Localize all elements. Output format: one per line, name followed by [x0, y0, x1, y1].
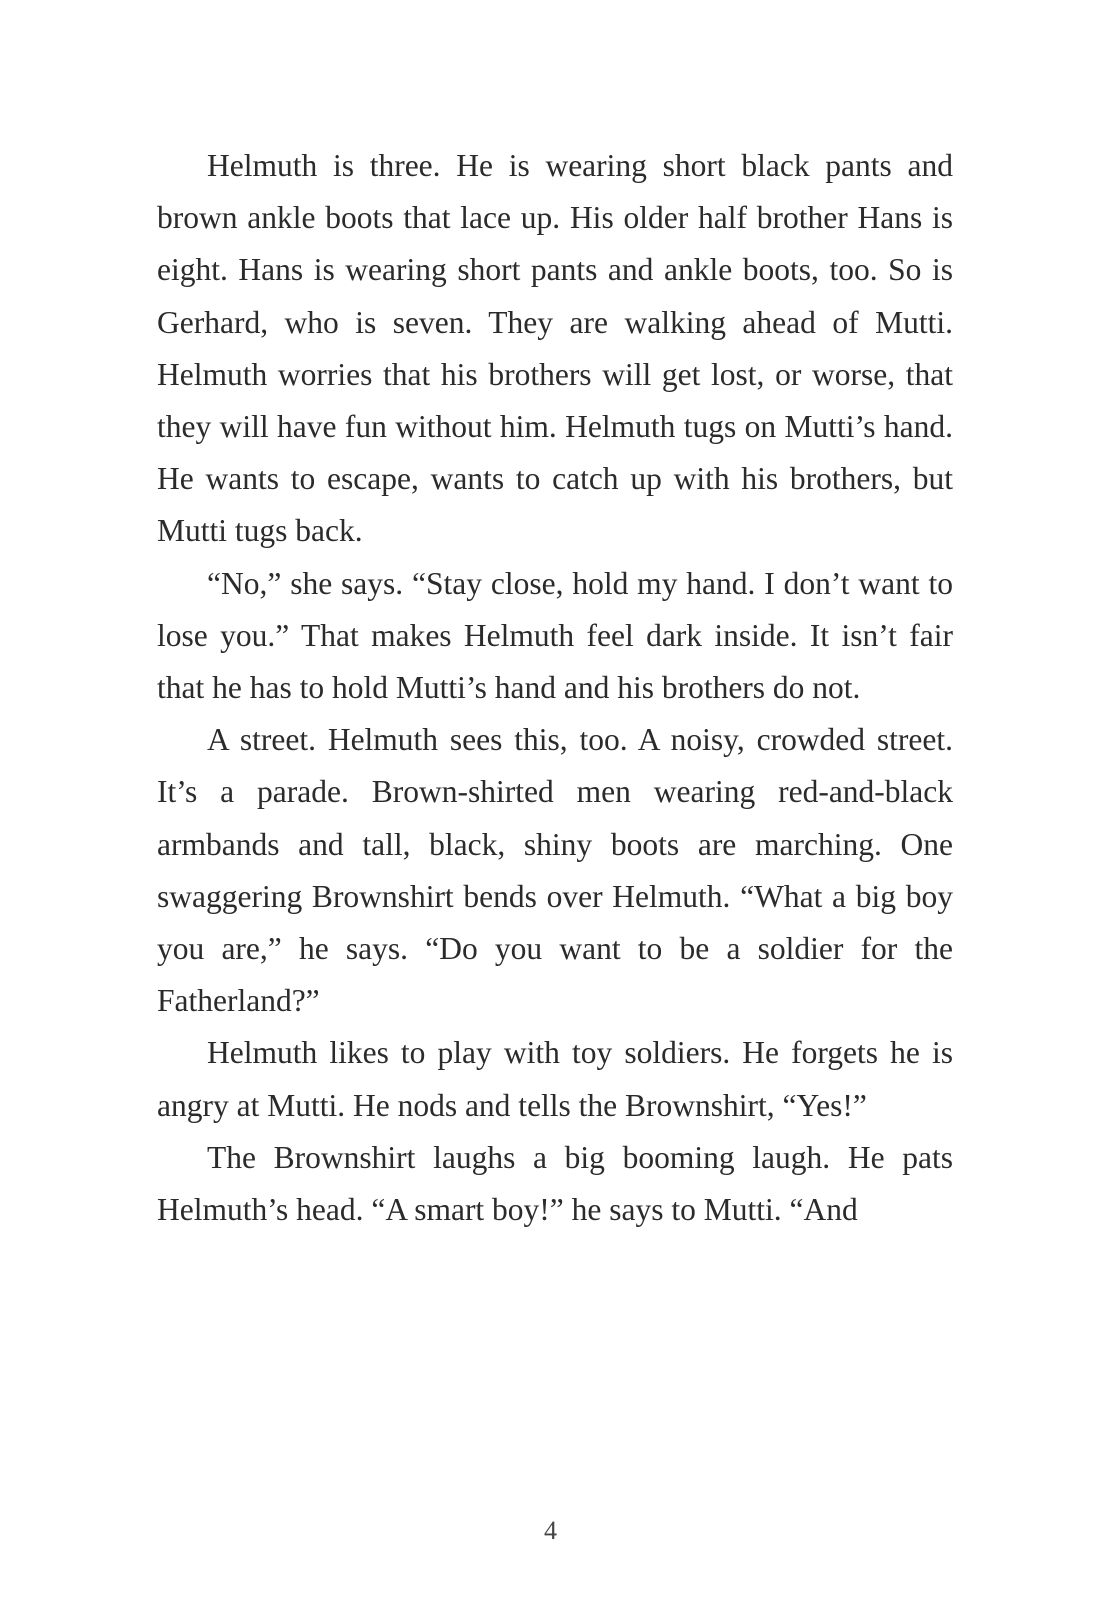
paragraph-1: Helmuth is three. He is wearing short black pants and brown ankle boots that lace up. His older half brother Hans is eight. Hans is wearing short pants and ankle boots, too. So is Gerhard, who is seven. They are walking ahead of Mutti. Helmuth worries that his brothers will get lost, or worse, that they will have fun without him. Helmuth tugs on Mutti’s hand. He wants to escape, wants to catch up with his brothers, but Mutti tugs back.	[157, 148, 953, 549]
paragraph-3: A street. Helmuth sees this, too. A noisy, crowded street. It’s a parade. Brown-shirted men wearing red-and-black armbands and tall, black, shiny boots are marching. One swaggering Brownshirt bends over Helmuth. “What a big boy you are,” he says. “Do you want to be a soldier for the Fatherland?”	[157, 722, 953, 1019]
body-text	[157, 140, 953, 1236]
paragraph-4: Helmuth likes to play with toy soldiers. He forgets he is angry at Mutti. He nods and tells the Brownshirt, “Yes!”	[157, 1035, 953, 1123]
paragraph-5: The Brownshirt laughs a big booming laugh. He pats Helmuth’s head. “A smart boy!” he says to Mutti. “And	[157, 1139, 953, 1228]
page-number: 4	[544, 1516, 557, 1545]
paragraph-2: “No,” she says. “Stay close, hold my hand. I don’t want to lose you.” That makes Helmuth feel dark inside. It isn’t fair that he has to hold Mutti’s hand and his brothers do not.	[157, 565, 953, 706]
